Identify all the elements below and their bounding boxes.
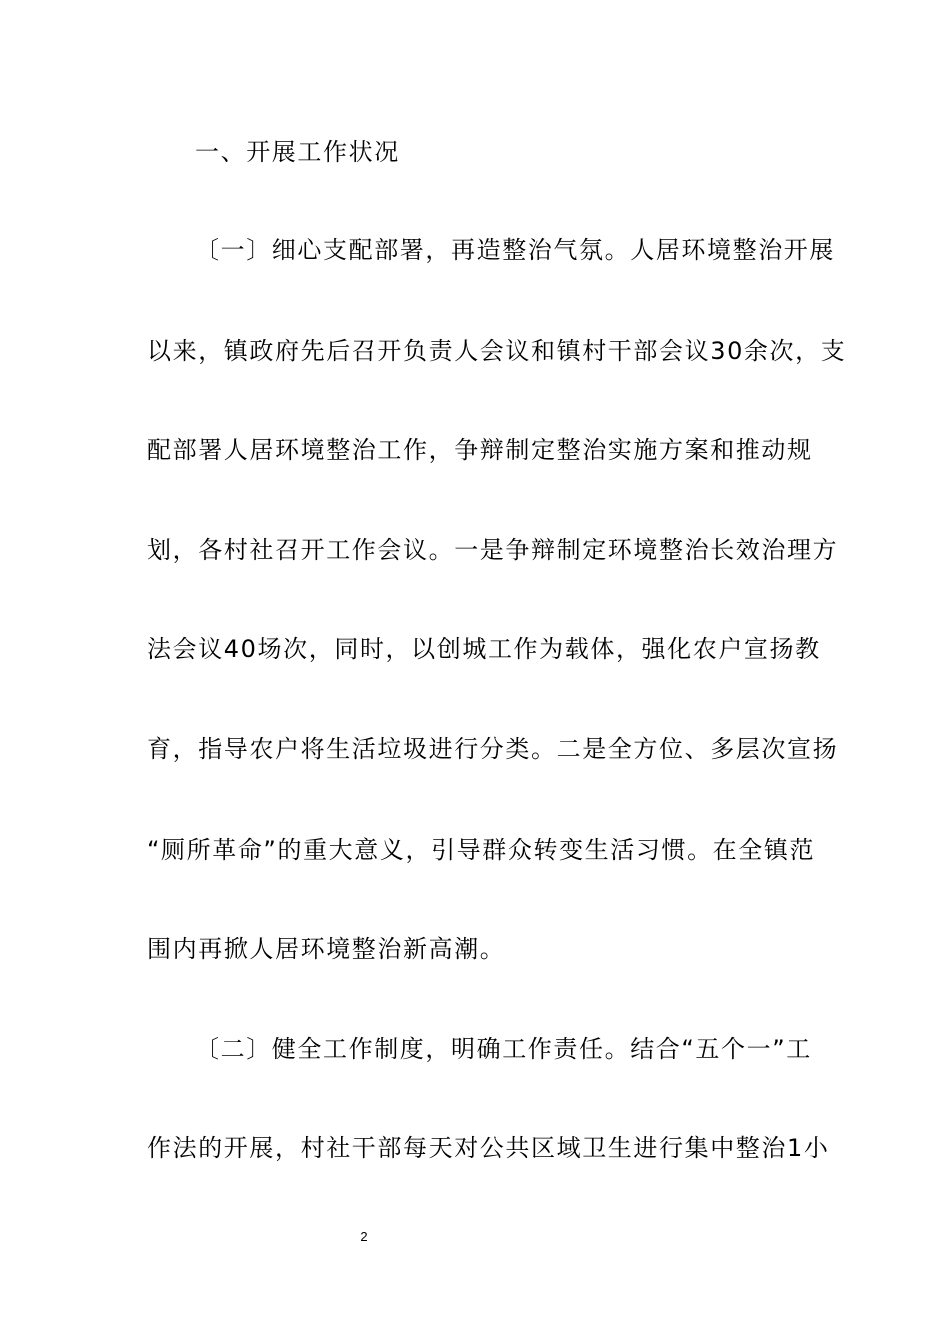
- paragraph-line: 〔一〕细心支配部署，再造整治气氛。人居环境整治开展: [195, 236, 835, 264]
- page-number: 2: [360, 1229, 368, 1244]
- paragraph-line: 法会议40场次，同时，以创城工作为载体，强化农户宣扬教: [147, 635, 821, 663]
- paragraph-line: 〔二〕健全工作制度，明确工作责任。结合“五个一”工: [195, 1035, 812, 1063]
- section-heading: 一、开展工作状况: [195, 138, 400, 166]
- paragraph-line: 围内再掀人居环境整治新高潮。: [147, 935, 506, 963]
- paragraph-line: 配部署人居环境整治工作，争辩制定整治实施方案和推动规: [147, 436, 813, 464]
- paragraph-line: 划，各村社召开工作会议。一是争辩制定环境整治长效治理方: [147, 536, 839, 564]
- paragraph-line: 以来，镇政府先后召开负责人会议和镇村干部会议30余次，支: [147, 337, 847, 365]
- paragraph-line: 育，指导农户将生活垃圾进行分类。二是全方位、多层次宣扬: [147, 735, 839, 763]
- paragraph-line: 作法的开展，村社干部每天对公共区域卫生进行集中整治1小: [147, 1134, 830, 1162]
- paragraph-line: “厕所革命”的重大意义，引导群众转变生活习惯。在全镇范: [147, 836, 816, 864]
